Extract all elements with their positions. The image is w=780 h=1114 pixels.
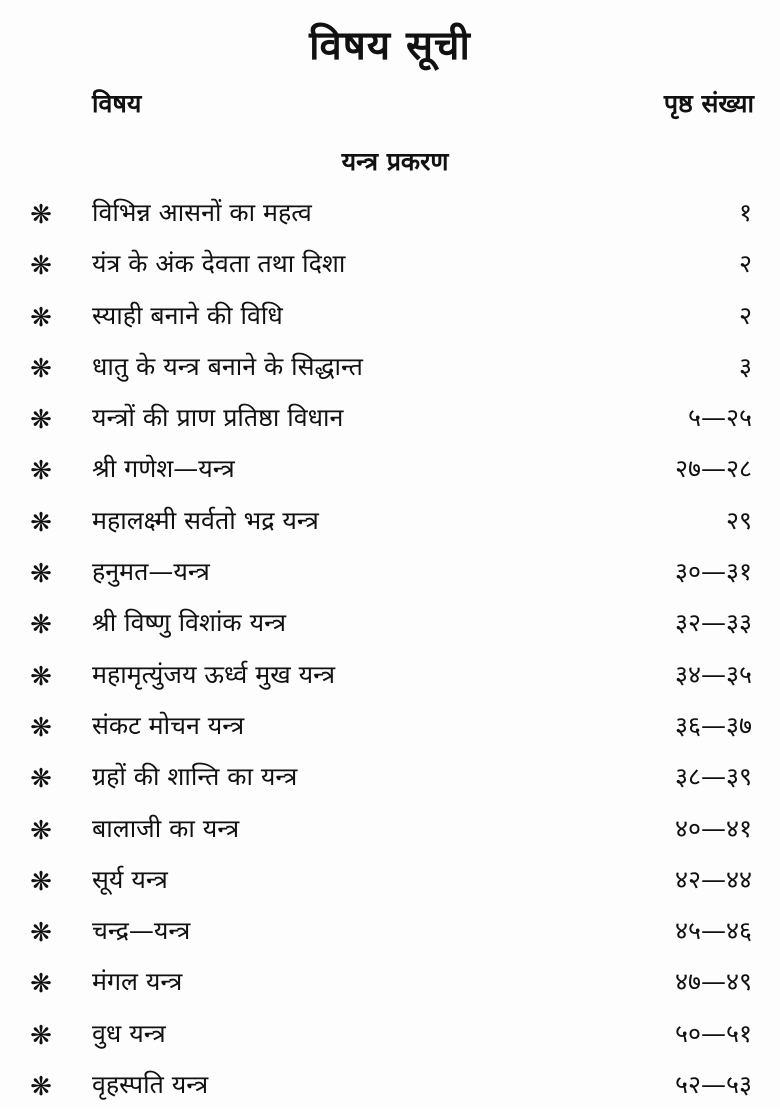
topic-column-header: विषय xyxy=(92,89,142,118)
asterisk-bullet-icon: ❋ xyxy=(30,559,52,590)
asterisk-bullet-icon: ❋ xyxy=(30,456,52,487)
toc-entry xyxy=(0,755,780,806)
toc-entry xyxy=(0,550,780,601)
toc-entry xyxy=(0,447,780,498)
toc-entry-topic: बालाजी का यन्त्र xyxy=(92,813,240,843)
toc-entry-pages: ४७—४९ xyxy=(674,967,752,997)
toc-entry-pages: ३२—३३ xyxy=(674,608,752,638)
toc-entry-topic: विभिन्न आसनों का महत्व xyxy=(92,198,312,227)
toc-entry-pages: २ xyxy=(738,249,752,279)
toc-entry xyxy=(0,807,780,858)
toc-entry-pages: ४२—४४ xyxy=(674,864,752,894)
toc-entry-pages: २७—२८ xyxy=(674,454,752,484)
asterisk-bullet-icon: ❋ xyxy=(30,251,52,282)
toc-entry-topic: महालक्ष्मी सर्वतो भद्र यन्त्र xyxy=(92,505,319,535)
toc-entry-pages: ५—२५ xyxy=(687,403,752,433)
toc-entry-topic: वृहस्पति यन्त्र xyxy=(92,1070,209,1100)
toc-entry-pages: २९ xyxy=(725,505,752,535)
toc-entry-topic: श्री गणेश—यन्त्र xyxy=(92,454,235,484)
asterisk-bullet-icon: ❋ xyxy=(30,866,52,897)
asterisk-bullet-icon: ❋ xyxy=(30,1020,52,1051)
toc-entry-topic: ग्रहों की शान्ति का यन्त्र xyxy=(92,762,298,792)
page-title: विषय सूची xyxy=(309,23,471,69)
toc-entry-topic: महामृत्युंजय ऊर्ध्व मुख यन्त्र xyxy=(92,659,336,689)
toc-entry-pages: ५०—५१ xyxy=(674,1018,752,1048)
asterisk-bullet-icon: ❋ xyxy=(30,302,52,333)
toc-entry-topic: मंगल यन्त्र xyxy=(92,967,183,997)
toc-entry-pages: २ xyxy=(738,300,752,330)
toc-entry xyxy=(0,396,780,447)
toc-entry-topic: स्याही बनाने की विधि xyxy=(92,300,283,330)
asterisk-bullet-icon: ❋ xyxy=(30,661,52,692)
asterisk-bullet-icon: ❋ xyxy=(30,353,52,384)
toc-entry-pages: १ xyxy=(738,198,752,227)
toc-entry xyxy=(0,242,780,293)
toc-entry-pages: ३६—३७ xyxy=(674,710,752,740)
toc-entry xyxy=(0,191,780,242)
toc-entry-topic: वुध यन्त्र xyxy=(92,1018,166,1048)
toc-entry xyxy=(0,653,780,704)
toc-entry xyxy=(0,294,780,345)
asterisk-bullet-icon: ❋ xyxy=(30,815,52,846)
toc-entry-topic: चन्द्र—यन्त्र xyxy=(92,916,191,946)
toc-entry xyxy=(0,601,780,652)
toc-entry-pages: ४५—४६ xyxy=(674,916,752,946)
toc-entry xyxy=(0,909,780,960)
toc-entry xyxy=(0,704,780,755)
toc-entry xyxy=(0,1063,780,1114)
asterisk-bullet-icon: ❋ xyxy=(30,405,52,436)
asterisk-bullet-icon: ❋ xyxy=(30,918,52,949)
asterisk-bullet-icon: ❋ xyxy=(30,764,52,795)
toc-entry xyxy=(0,1012,780,1063)
toc-entry-topic: धातु के यन्त्र बनाने के सिद्धान्त xyxy=(92,351,363,381)
asterisk-bullet-icon: ❋ xyxy=(30,507,52,538)
asterisk-bullet-icon: ❋ xyxy=(30,200,52,230)
toc-entry xyxy=(0,858,780,909)
toc-entry-pages: ३४—३५ xyxy=(674,659,752,689)
toc-entry-topic: यन्त्रों की प्राण प्रतिष्ठा विधान xyxy=(92,403,344,433)
toc-entry-pages: ३८—३९ xyxy=(674,762,752,792)
toc-entry-pages: ४०—४१ xyxy=(674,813,752,843)
section-title: यन्त्र प्रकरण xyxy=(341,147,449,176)
toc-entry-pages: ५२—५३ xyxy=(674,1070,752,1100)
toc-entry-topic: सूर्य यन्त्र xyxy=(92,864,168,894)
toc-entry xyxy=(0,499,780,550)
toc-entry-topic: हनुमत—यन्त्र xyxy=(92,557,210,587)
asterisk-bullet-icon: ❋ xyxy=(30,610,52,641)
toc-entry-topic: संकट मोचन यन्त्र xyxy=(92,710,245,740)
toc-entry-topic: यंत्र के अंक देवता तथा दिशा xyxy=(92,249,346,279)
toc-entry xyxy=(0,960,780,1011)
toc-entry-pages: ३ xyxy=(738,351,752,381)
asterisk-bullet-icon: ❋ xyxy=(30,712,52,743)
table-of-contents xyxy=(0,191,780,1114)
asterisk-bullet-icon: ❋ xyxy=(30,969,52,1000)
toc-entry xyxy=(0,345,780,396)
toc-entry-pages: ३०—३१ xyxy=(674,557,752,587)
page-number-column-header: पृष्ठ संख्या xyxy=(663,89,754,118)
asterisk-bullet-icon: ❋ xyxy=(30,1072,52,1103)
toc-entry-topic: श्री विष्णु विशांक यन्त्र xyxy=(92,608,286,638)
